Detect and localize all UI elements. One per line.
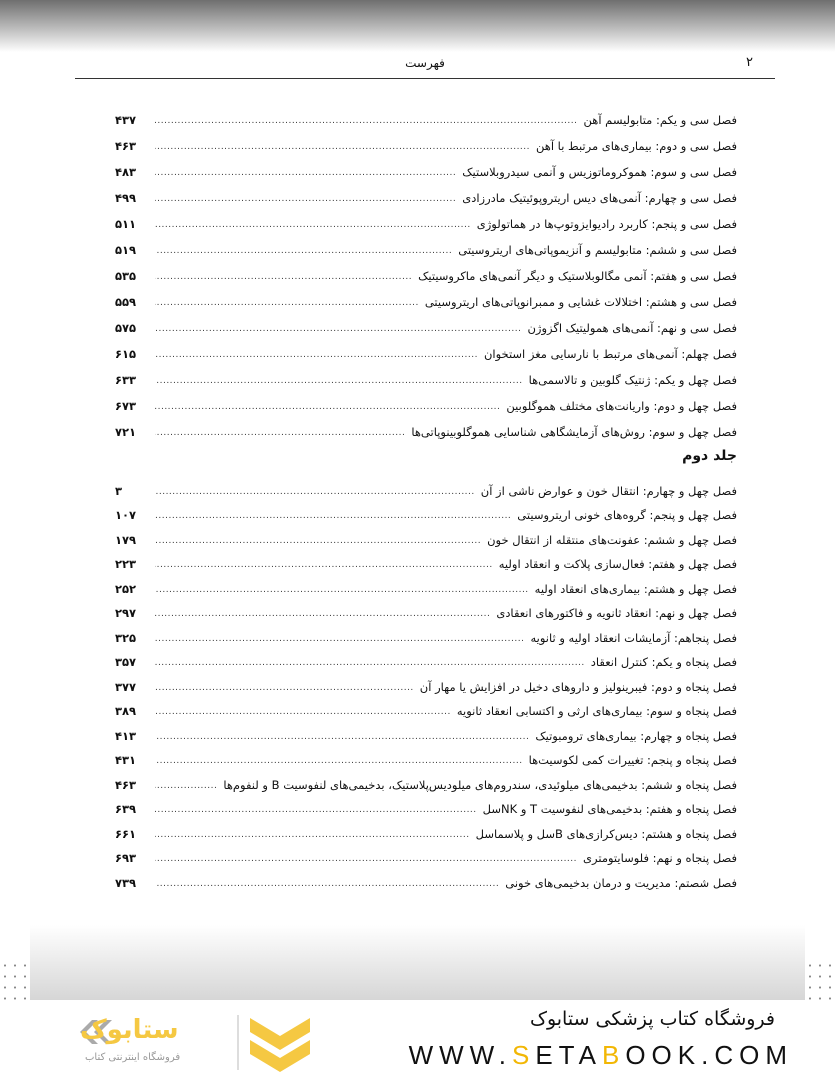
toc-entry-page: ۶۳۹	[115, 802, 137, 816]
dot-leader	[155, 297, 419, 309]
dot-leader	[155, 167, 456, 179]
toc-entry-page: ۴۱۳	[115, 728, 137, 743]
toc-entry-title: فصل پنجاه و هشتم: دیس‌کرازی‌های Bسل و پلاسماسل	[475, 826, 737, 841]
toc-entry-title: فصل پنجاه و هفتم: بدخیمی‌های لنفوسیت T و NKسل	[482, 802, 737, 816]
toc-entry-title: فصل پنجاه و چهارم: بیماری‌های ترومبوتیک	[535, 728, 737, 743]
toc-entry-title: فصل سی و پنجم: کاربرد رادیوایزوتوپ‌ها در هماتولوژی	[476, 217, 737, 231]
toc-entry-page: ۱۷۹	[115, 532, 137, 547]
volume-two-heading: جلد دوم	[682, 448, 737, 464]
toc-entry[interactable]	[115, 498, 737, 523]
toc-entry-page: ۵۵۹	[115, 295, 137, 309]
toc-entry[interactable]	[115, 620, 737, 645]
toc-entry-page: ۵۷۵	[115, 321, 137, 335]
toc-entry-title: فصل پنجاه و سوم: بیماری‌های ارثی و اکتسابی انعقاد ثانویه	[456, 704, 737, 718]
toc-entry[interactable]	[115, 153, 737, 179]
toc-entry-title: فصل پنجاه و یکم: کنترل انعقاد	[590, 655, 737, 669]
dot-leader	[155, 141, 530, 153]
toc-entry-page: ۷۲۱	[115, 425, 137, 439]
dot-leader	[155, 401, 500, 413]
toc-entry-page: ۶۷۳	[115, 399, 137, 413]
toc-entry-page: ۶۳۳	[115, 373, 137, 387]
url-part: OOK.COM	[625, 1040, 793, 1070]
dot-leader	[155, 878, 499, 890]
toc-entry-title: فصل چهلم: آنمی‌های مرتبط با نارسایی مغز استخوان	[483, 347, 737, 361]
toc-entry-page: ۴۹۹	[115, 191, 137, 205]
toc-entry[interactable]	[115, 792, 737, 817]
toc-entry[interactable]	[115, 205, 737, 231]
toc-volume-one	[115, 101, 737, 439]
toc-entry[interactable]	[115, 101, 737, 127]
toc-entry[interactable]	[115, 309, 737, 335]
toc-entry-title: فصل پنجاهم: آزمایشات انعقاد اولیه و ثانویه	[530, 630, 737, 645]
toc-entry-title: فصل چهل و پنجم: گروه‌های خونی اریتروسیتی	[517, 508, 737, 522]
toc-entry-page: ۱۰۷	[115, 508, 137, 522]
toc-entry[interactable]	[115, 767, 737, 792]
toc-entry-title: فصل سی و چهارم: آنمی‌های دیس اریتروپوئیتیک مادرزادی	[462, 191, 737, 205]
toc-entry-title: فصل سی و دوم: بیماری‌های مرتبط با آهن	[536, 139, 737, 153]
dot-leader	[155, 486, 475, 498]
toc-entry-title: فصل چهل و نهم: انعقاد ثانویه و فاکتورهای انعقادی	[496, 606, 737, 620]
toc-entry-page: ۴۳۱	[115, 753, 137, 767]
dot-leader	[155, 510, 511, 522]
toc-entry-title: فصل چهل و سوم: روش‌های آزمایشگاهی شناسایی هموگلوبینوپاتی‌ها	[411, 425, 737, 439]
toc-entry-title: فصل پنجاه و ششم: بدخیمی‌های میلوئیدی، سندروم‌های میلودیس‌پلاستیک، بدخیمی‌های لنفوسیت B و لنفوم‌ها	[223, 777, 737, 792]
dot-leader	[155, 608, 490, 620]
url-part: S	[512, 1040, 536, 1070]
toc-entry[interactable]	[115, 473, 737, 498]
dot-leader	[155, 375, 523, 387]
toc-entry-title: فصل چهل و چهارم: انتقال خون و عوارض ناشی از آن	[480, 483, 737, 498]
toc-entry-page: ۵۳۵	[115, 269, 137, 283]
dot-leader	[155, 245, 452, 257]
toc-entry[interactable]	[115, 841, 737, 866]
dot-leader	[155, 633, 524, 645]
url-part: WWW.	[408, 1040, 512, 1070]
toc-entry-page: ۳۵۷	[115, 655, 137, 669]
toc-entry[interactable]	[115, 361, 737, 387]
dot-leader	[155, 219, 471, 231]
dot-leader	[155, 427, 405, 439]
header-page-number: ۲	[746, 55, 753, 70]
dot-leader	[155, 780, 217, 792]
toc-entry[interactable]	[115, 816, 737, 841]
toc-entry-page: ۲۹۷	[115, 606, 137, 620]
toc-entry-title: فصل چهل و دوم: واریانت‌های مختلف هموگلوبین	[506, 399, 737, 413]
dot-leader	[155, 349, 478, 361]
toc-entry[interactable]	[115, 387, 737, 413]
toc-entry-title: فصل شصتم: مدیریت و درمان بدخیمی‌های خونی	[505, 875, 737, 890]
toc-entry[interactable]	[115, 283, 737, 309]
toc-entry-page: ۶۱۵	[115, 347, 137, 361]
toc-entry-page: ۴۶۳	[115, 139, 137, 153]
toc-entry[interactable]	[115, 694, 737, 719]
dot-leader	[155, 271, 412, 283]
toc-entry-page: ۴۶۳	[115, 777, 137, 792]
toc-entry-page: ۷۳۹	[115, 875, 137, 890]
shop-name: فروشگاه کتاب پزشکی ستابوک	[529, 1008, 775, 1030]
toc-entry-page: ۶۶۱	[115, 826, 137, 841]
toc-entry-title: فصل سی و هفتم: آنمی مگالوبلاستیک و دیگر آنمی‌های ماکروسیتیک	[418, 269, 737, 283]
toc-entry-page: ۲۲۳	[115, 557, 137, 571]
page-header	[75, 52, 775, 79]
toc-entry-title: فصل چهل و هشتم: بیماری‌های انعقاد اولیه	[534, 581, 737, 596]
toc-entry-title: فصل سی و ششم: متابولیسم و آنزیموپاتی‌های اریتروسیتی	[458, 243, 737, 257]
toc-entry[interactable]	[115, 596, 737, 621]
toc-entry[interactable]	[115, 257, 737, 283]
toc-entry-page: ۵۱۹	[115, 243, 137, 257]
toc-entry-page: ۶۹۳	[115, 851, 137, 865]
toc-entry-page: ۳۷۷	[115, 679, 137, 694]
toc-entry-title: فصل پنجاه و پنجم: تغییرات کمی لکوسیت‌ها	[528, 753, 737, 767]
dot-leader	[155, 323, 521, 335]
top-scan-shadow	[0, 0, 835, 52]
toc-entry[interactable]	[115, 231, 737, 257]
dot-leader	[155, 584, 529, 596]
toc-entry[interactable]	[115, 413, 737, 439]
dot-leader	[155, 559, 493, 571]
toc-entry[interactable]	[115, 865, 737, 890]
logo-text: ستابوک	[80, 1015, 179, 1045]
toc-entry[interactable]	[115, 669, 737, 694]
toc-entry-title: فصل پنجاه و نهم: فلوسایتومتری	[583, 851, 737, 865]
toc-entry-title: فصل سی و هشتم: اختلالات غشایی و ممبرانوپاتی‌های اریتروسیتی	[424, 295, 737, 309]
toc-entry-title: فصل چهل و یکم: ژنتیک گلوبین و تالاسمی‌ها	[528, 373, 737, 387]
dot-leader	[155, 682, 414, 694]
toc-entry[interactable]	[115, 127, 737, 153]
dot-leader	[155, 535, 481, 547]
url-part: B	[601, 1040, 626, 1070]
toc-entry-page: ۴۳۷	[115, 113, 137, 127]
toc-entry[interactable]	[115, 335, 737, 361]
toc-entry[interactable]	[115, 743, 737, 768]
bottom-scan-shadow	[30, 925, 805, 1000]
logo-subtitle: فروشگاه اینترنتی کتاب	[85, 1052, 181, 1063]
dot-leader	[155, 706, 451, 718]
dot-leader	[155, 193, 456, 205]
dot-leader	[155, 115, 578, 127]
toc-entry-title: فصل پنجاه و دوم: فیبرینولیز و داروهای دخیل در افزایش یا مهار آن	[419, 679, 737, 694]
toc-entry-page: ۵۱۱	[115, 217, 137, 231]
dot-leader	[155, 657, 585, 669]
dot-leader	[155, 829, 470, 841]
url-part: ETA	[535, 1040, 602, 1070]
toc-entry-title: فصل سی و یکم: متابولیسم آهن	[583, 113, 737, 127]
shop-url[interactable]	[409, 1040, 793, 1071]
toc-entry-title: فصل سی و سوم: هموکروماتوزیس و آنمی سیدروبلاستیک	[462, 165, 737, 179]
toc-entry-page: ۳۲۵	[115, 630, 137, 645]
toc-entry-page: ۳۸۹	[115, 704, 137, 718]
toc-entry-page: ۳	[115, 483, 123, 498]
dot-leader	[155, 804, 477, 816]
toc-entry[interactable]	[115, 645, 737, 670]
header-title: فهرست	[405, 56, 445, 70]
toc-entry-title: فصل سی و نهم: آنمی‌های همولیتیک اگزوژن	[527, 321, 737, 335]
toc-volume-two	[115, 473, 737, 890]
dot-leader	[155, 731, 529, 743]
toc-entry[interactable]	[115, 718, 737, 743]
toc-entry-page: ۴۸۳	[115, 165, 137, 179]
toc-entry-title: فصل چهل و ششم: عفونت‌های منتقله از انتقال خون	[487, 532, 737, 547]
toc-entry-title: فصل چهل و هفتم: فعال‌سازی پلاکت و انعقاد اولیه	[498, 557, 737, 571]
dot-leader	[155, 853, 577, 865]
toc-entry[interactable]	[115, 571, 737, 596]
dot-leader	[155, 755, 523, 767]
toc-entry[interactable]	[115, 547, 737, 572]
toc-entry[interactable]	[115, 179, 737, 205]
toc-entry-page: ۲۵۲	[115, 581, 137, 596]
toc-entry[interactable]	[115, 522, 737, 547]
